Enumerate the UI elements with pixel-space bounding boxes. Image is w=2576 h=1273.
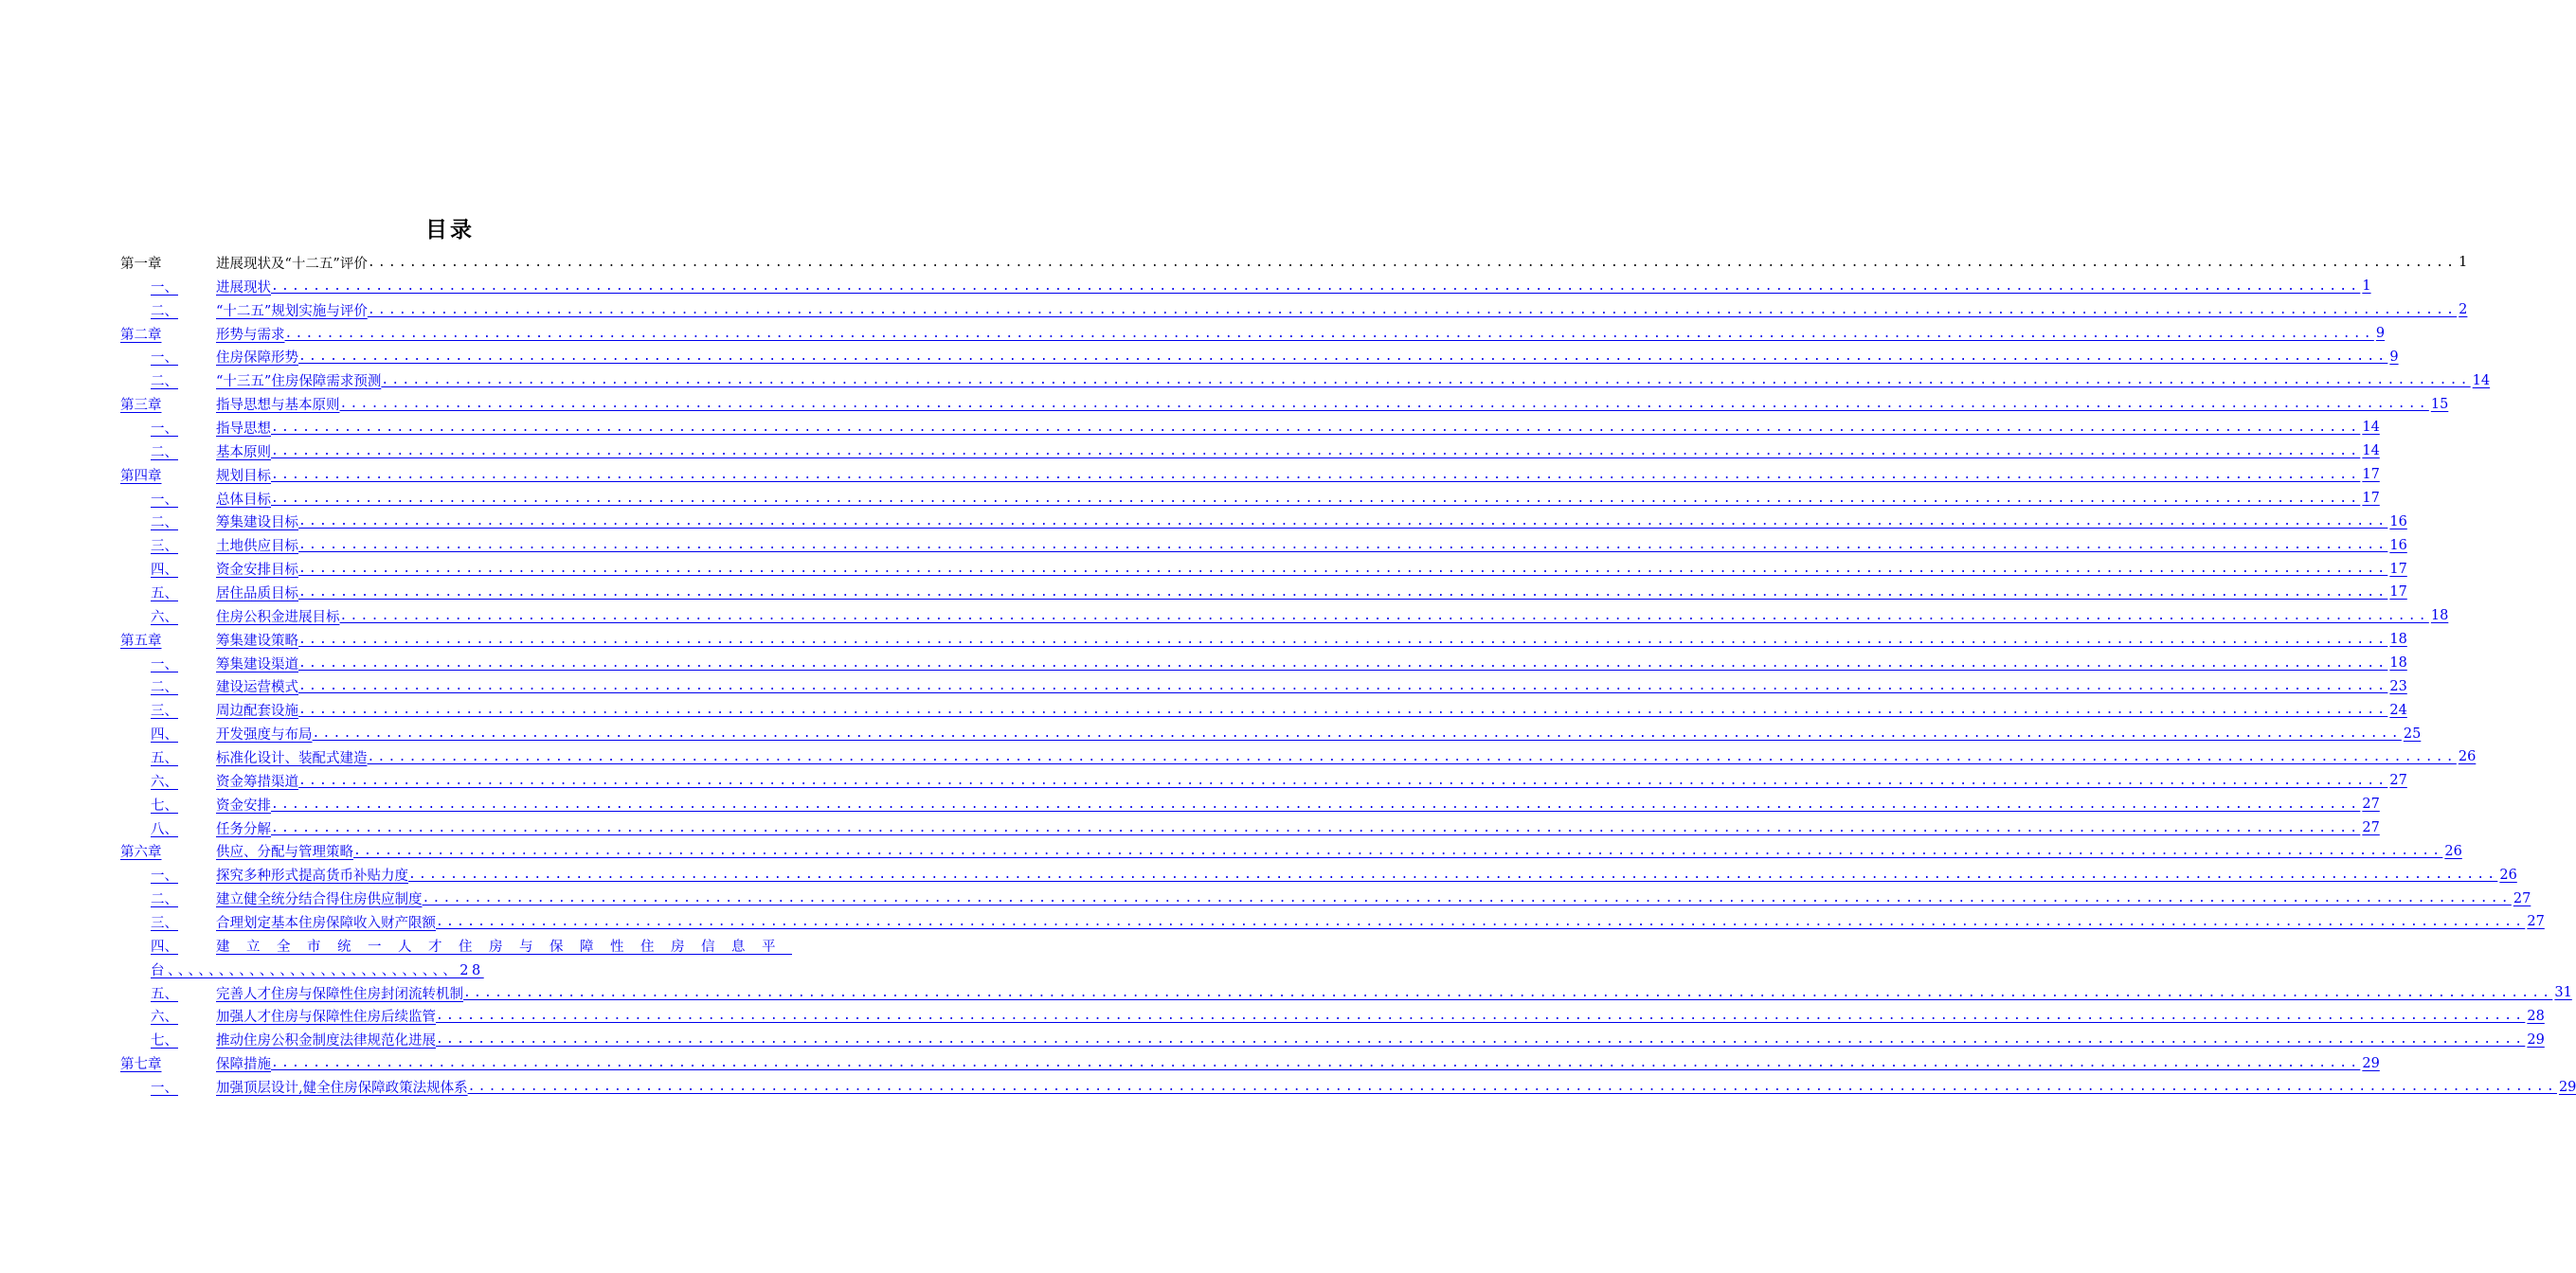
dot-leader: ........................................................................................................................................................................................................: [298, 350, 2388, 365]
toc-page-number: 14: [2472, 372, 2491, 388]
toc-page-number: 23: [2389, 678, 2407, 694]
dot-leader: ........................................................................................................................................................................................................: [436, 1032, 2526, 1048]
toc-entry-text: 规划目标: [216, 468, 271, 484]
toc-entry-text: “十三五”住房保障需求预测: [216, 374, 382, 390]
toc-page-number: 2: [2459, 302, 2468, 318]
toc-entry-number: 三、: [151, 539, 178, 555]
toc-entry-number: 第六章: [120, 845, 162, 861]
dot-leader: ........................................................................................................................................................................................................: [298, 632, 2388, 647]
toc-chapter-entry[interactable]: [120, 1051, 2380, 1075]
toc-page-number: 18: [2430, 608, 2449, 624]
toc-entry-text: 保障措施: [216, 1057, 271, 1073]
toc-section-entry[interactable]: [120, 887, 2531, 910]
toc-section-entry[interactable]: [120, 674, 2407, 698]
toc-section-entry[interactable]: [120, 533, 2407, 557]
toc-page-number: 9: [2375, 326, 2386, 341]
toc-entry-number: 一、: [151, 492, 178, 508]
toc-entry-text: 资金安排目标: [216, 563, 298, 579]
dot-leader: ........................................................................................................................................................................................................: [367, 302, 2458, 317]
toc-entry-number: 六、: [151, 1010, 178, 1026]
dot-leader: ........................................................................................................................................................................................................: [298, 655, 2388, 671]
dot-leader: ........................................................................................................................................................................................................: [467, 1080, 2557, 1094]
toc-entry-text: 土地供应目标: [216, 539, 298, 555]
dot-leader: ........................................................................................................................................................................................................: [312, 726, 2402, 742]
toc-page-number: 9: [2389, 349, 2399, 365]
toc-entry-text: 建设运营模式: [216, 680, 298, 696]
toc-entry-text: 进展现状及“十二五”评价: [216, 256, 368, 272]
toc-page-number: 29: [2558, 1079, 2576, 1095]
toc-page-number: 16: [2389, 513, 2407, 529]
dot-leader: ........................................................................................................................................................................................................: [271, 443, 2361, 458]
toc-page-number: 17: [2389, 584, 2407, 601]
toc-page-number: 15: [2430, 396, 2449, 412]
toc-entry-number: 二、: [151, 515, 178, 531]
toc-page-number: 27: [2389, 773, 2407, 789]
toc-entry-text: 筹集建设策略: [216, 633, 298, 649]
toc-entry-text: 指导思想: [216, 421, 271, 437]
toc-entry-number: 七、: [151, 798, 178, 814]
toc-page-number: 27: [2362, 797, 2380, 813]
toc-entry-number: 第四章: [120, 468, 162, 484]
toc-page-number: 14: [2362, 420, 2380, 436]
dot-leader: ........................................................................................................................................................................................................: [298, 584, 2388, 600]
dot-leader: ........................................................................................................................................................................................................: [339, 397, 2429, 412]
toc-entry-number: 一、: [151, 869, 178, 885]
toc-page-number: 26: [2499, 867, 2517, 883]
toc-page-number: 31: [2554, 985, 2572, 1001]
toc-entry-number: 一、: [151, 350, 178, 367]
dot-leader: ........................................................................................................................................................................................................: [271, 420, 2361, 435]
toc-section-entry[interactable]: [120, 652, 2407, 675]
dot-leader: ........................................................................................................................................................................................................: [271, 278, 2361, 294]
toc-page-number: 1: [2362, 278, 2371, 295]
dot-leader: ........................................................................................................................................................................................................: [422, 891, 2512, 906]
toc-entry-number: 二、: [151, 374, 178, 390]
toc-section-entry[interactable]: [120, 910, 2545, 934]
toc-section-entry[interactable]: [120, 275, 2371, 298]
toc-section-entry[interactable]: [120, 698, 2407, 722]
toc-chapter-entry: [120, 251, 2468, 275]
dot-leader: ........................................................................................................................................................................................................: [298, 703, 2388, 718]
toc-entry-number: 八、: [151, 821, 178, 837]
table-of-contents: [120, 251, 2576, 1099]
toc-section-entry[interactable]: [120, 722, 2422, 745]
toc-entry-text: 推动住房公积金制度法律规范化进展: [216, 1033, 436, 1049]
toc-section-entry[interactable]: [120, 769, 2407, 793]
dot-leader: ........................................................................................................................................................................................................: [353, 844, 2443, 859]
toc-entry-number: 一、: [151, 656, 178, 672]
toc-page-number: 26: [2458, 749, 2477, 765]
toc-entry-text: 加强人才住房与保障性住房后续监管: [216, 1010, 436, 1026]
toc-entry-number: 第五章: [120, 633, 162, 649]
page-title: 目录: [425, 218, 475, 242]
toc-page-number: 29: [2527, 1031, 2545, 1048]
dot-leader: ........................................................................................................................................................................................................: [298, 562, 2388, 577]
dot-leader: ........................................................................................................................................................................................................: [367, 749, 2457, 764]
toc-chapter-entry[interactable]: [120, 628, 2407, 652]
dot-leader: ........................................................................................................................................................................................................: [367, 255, 2458, 270]
toc-entry-text: 探究多种形式提高货币补贴力度: [216, 869, 408, 885]
toc-page-number: 17: [2389, 561, 2407, 577]
toc-entry-text: 任务分解: [216, 821, 271, 837]
toc-entry-text: 合理划定基本住房保障收入财产限额: [216, 915, 436, 931]
toc-entry-number: 第七章: [120, 1057, 162, 1073]
toc-page-number: 26: [2444, 843, 2462, 859]
dot-leader: ........................................................................................................................................................................................................: [339, 608, 2429, 623]
toc-section-entry[interactable]: [120, 439, 2380, 463]
toc-section-entry[interactable]: [120, 1005, 2545, 1029]
toc-section-entry[interactable]: [120, 745, 2477, 769]
toc-entry-text: 形势与需求: [216, 327, 285, 343]
dot-leader: ........................................................................................................................................................................................................: [436, 1009, 2526, 1024]
toc-section-entry[interactable]: [120, 793, 2380, 816]
toc-page-number: 28: [2527, 1008, 2545, 1024]
dot-leader: ........................................................................................................................................................................................................: [298, 514, 2388, 529]
dot-leader: ........................................................................................................................................................................................................: [381, 373, 2471, 388]
toc-entry-number: 五、: [151, 585, 178, 601]
toc-page-number: 27: [2362, 820, 2380, 836]
toc-chapter-entry[interactable]: [120, 392, 2449, 416]
toc-entry-number: 三、: [151, 915, 178, 931]
dot-leader: ........................................................................................................................................................................................................: [298, 773, 2388, 788]
toc-page-number: 18: [2389, 632, 2407, 648]
toc-section-entry[interactable]: [120, 345, 2399, 368]
toc-chapter-entry[interactable]: [120, 463, 2380, 487]
dot-leader: ........................................................................................................................................................................................................: [298, 538, 2388, 553]
toc-entry-text: 住房公积金进展目标: [216, 609, 340, 625]
toc-entry-text: 住房保障形势: [216, 350, 298, 367]
toc-section-entry[interactable]: [120, 510, 2407, 533]
toc-entry-text: 建立健全统分结合得住房供应制度: [216, 892, 423, 908]
dot-leader: ........................................................................................................................................................................................................: [271, 467, 2361, 482]
dot-leader: ........................................................................................................................................................................................................: [298, 679, 2388, 694]
toc-section-entry[interactable]: [120, 298, 2468, 322]
toc-entry-text: 指导思想与基本原则: [216, 398, 340, 414]
toc-entry-text: 筹集建设目标: [216, 515, 298, 531]
toc-section-entry[interactable]: [120, 581, 2407, 604]
toc-entry-number: 五、: [151, 750, 178, 766]
dot-leader: ........................................................................................................................................................................................................: [271, 797, 2361, 812]
toc-chapter-entry[interactable]: [120, 322, 2386, 346]
toc-entry-text: 开发强度与布局: [216, 727, 313, 744]
toc-page-number: 25: [2403, 726, 2422, 742]
toc-page-number: 29: [2362, 1055, 2380, 1071]
toc-entry-number: 六、: [151, 609, 178, 625]
dot-leader: ........................................................................................................................................................................................................: [271, 1056, 2361, 1071]
toc-page-number: 18: [2389, 655, 2407, 672]
toc-entry-text: 资金筹措渠道: [216, 774, 298, 790]
toc-section-entry[interactable]: [120, 416, 2380, 439]
toc-entry-text: 资金安排: [216, 798, 271, 814]
dot-leader: ........................................................................................................................................................................................................: [408, 868, 2498, 883]
toc-section-entry[interactable]: [120, 934, 792, 958]
toc-entry-text: 总体目标: [216, 492, 271, 508]
toc-page-number: 27: [2527, 914, 2545, 930]
toc-entry-number: 一、: [151, 421, 178, 437]
toc-entry-text: 进展现状: [216, 279, 271, 296]
toc-section-entry[interactable]: [120, 604, 2449, 628]
toc-section-entry[interactable]: [120, 816, 2380, 840]
toc-entry-number: 一、: [151, 1081, 178, 1096]
toc-entry-text: 基本原则: [216, 444, 271, 460]
toc-entry-number: 第一章: [120, 256, 162, 272]
toc-entry-text: 加强顶层设计,健全住房保障政策法规体系: [216, 1081, 468, 1096]
toc-entry-number: 四、: [151, 727, 178, 744]
toc-entry-text: 居住品质目标: [216, 585, 298, 601]
dot-leader: ........................................................................................................................................................................................................: [271, 491, 2361, 506]
toc-section-entry[interactable]: [120, 487, 2380, 511]
toc-section-entry[interactable]: [120, 1028, 2545, 1051]
toc-page-number: 16: [2389, 537, 2407, 553]
toc-entry-number: 二、: [151, 680, 178, 696]
toc-section-entry[interactable]: [120, 863, 2517, 887]
toc-section-entry[interactable]: [120, 557, 2407, 581]
toc-entry-text: 周边配套设施: [216, 704, 298, 720]
toc-entry-number: 四、: [151, 939, 178, 955]
toc-entry-text: 筹集建设渠道: [216, 656, 298, 672]
toc-entry-number: 第二章: [120, 327, 162, 343]
toc-chapter-entry[interactable]: [120, 839, 2462, 863]
toc-entry-number: 第三章: [120, 398, 162, 414]
dot-leader: ........................................................................................................................................................................................................: [271, 820, 2361, 835]
toc-entry-text: 标准化设计、装配式建造: [216, 750, 368, 766]
toc-entry-number: 四、: [151, 563, 178, 579]
toc-entry-number: 三、: [151, 704, 178, 720]
toc-entry-number: 五、: [151, 986, 178, 1002]
toc-entry-continuation[interactable]: [120, 958, 786, 981]
toc-entry-number: 二、: [151, 303, 178, 319]
dot-leader: ........................................................................................................................................................................................................: [436, 914, 2526, 929]
toc-page-number: 1: [2459, 255, 2468, 271]
toc-entry-text: 供应、分配与管理策略: [216, 845, 353, 861]
dot-leader: ........................................................................................................................................................................................................: [463, 985, 2553, 1000]
toc-section-entry[interactable]: [120, 981, 2572, 1005]
toc-entry-number: 二、: [151, 892, 178, 908]
toc-entry-text: 建立全市统一人才住房与保障性住房信息平: [216, 939, 792, 955]
toc-page-number: 27: [2513, 890, 2531, 906]
toc-entry-number: 一、: [151, 279, 178, 296]
toc-section-entry[interactable]: [120, 368, 2491, 392]
toc-page-number: 14: [2362, 443, 2380, 459]
toc-entry-text: “十二五”规划实施与评价: [216, 303, 368, 319]
toc-entry-number: 七、: [151, 1033, 178, 1049]
toc-page-number: 17: [2362, 491, 2380, 507]
toc-entry-number: 二、: [151, 444, 178, 460]
dot-leader: ........................................................................................................................................................................................................: [284, 326, 2374, 341]
toc-entry-text: 台、、、、、、、、、、、、、、、、、、、、、、、、、、、、28: [151, 962, 484, 978]
toc-page-number: 24: [2389, 702, 2407, 718]
toc-section-entry[interactable]: [120, 1075, 2576, 1099]
toc-page-number: 17: [2362, 467, 2380, 483]
toc-entry-number: 六、: [151, 774, 178, 790]
toc-entry-text: 完善人才住房与保障性住房封闭流转机制: [216, 986, 463, 1002]
